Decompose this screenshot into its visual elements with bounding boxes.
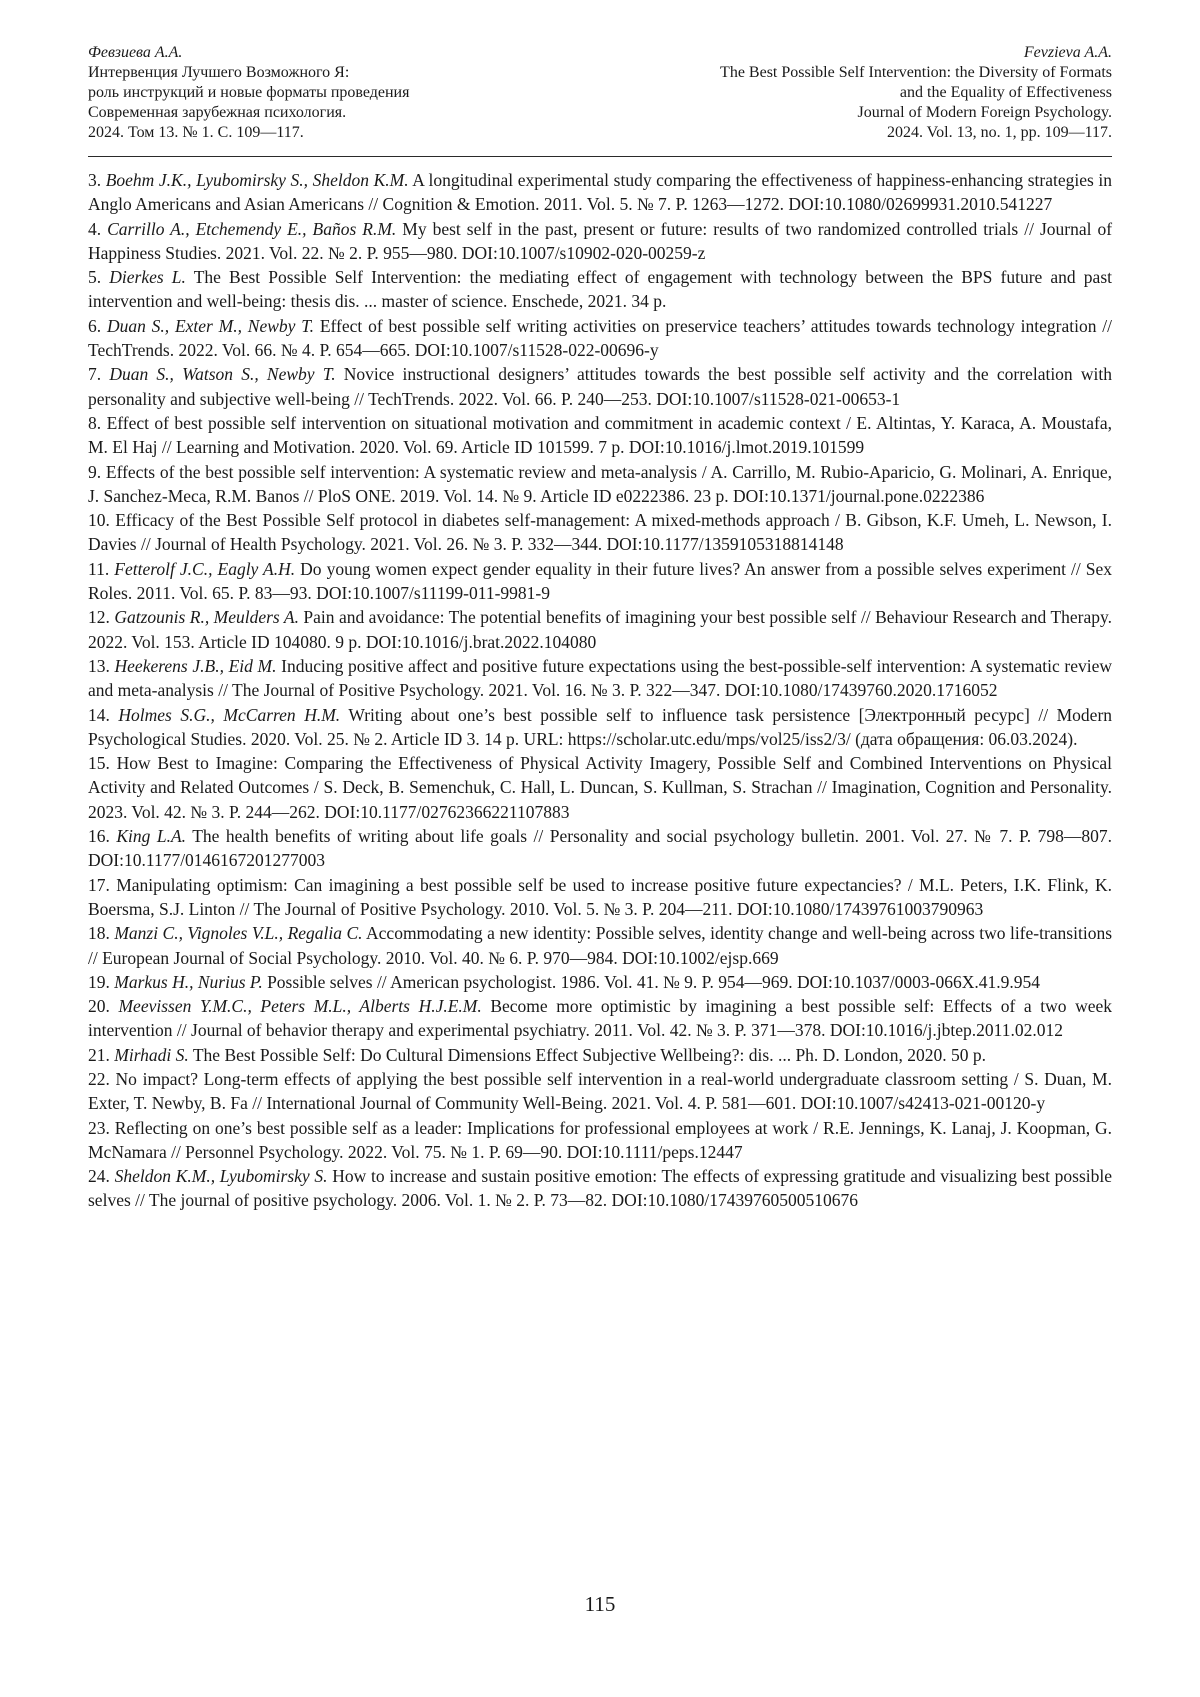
reference-entry — [88, 970, 1112, 994]
reference-authors: Meevissen Y.M.C., Peters M.L., Alberts H.J.E.M. — [118, 996, 481, 1016]
reference-text: Effect of best possible self writing activities on preservice teachers’ attitudes towards technology integration // TechTrends. 2022. Vol. 66. № 4. P. 654—665. DOI:10.1007/s11528-022-00696-y — [88, 316, 1112, 360]
header-journal-ru: Современная зарубежная психология. — [88, 103, 409, 123]
reference-text: Become more optimistic by imagining a best possible self: Effects of a two week intervention // Journal of behavior therapy and experimental psychiatry. 2011. Vol. 42. № 3. P. 371—378. DOI:10.1016/j.jbtep.2011.02.012 — [88, 996, 1112, 1040]
reference-text: Manipulating optimism: Can imagining a best possible self be used to increase positive future expectancies? / M.L. Peters, I.K. Flink, K. Boersma, S.J. Linton // The Journal of Positive Psychology. 2010. Vol. 5. № 3. P. 204—211. DOI:10.1080/17439761003790963 — [88, 875, 1112, 919]
reference-entry — [88, 605, 1112, 654]
reference-text: Writing about one’s best possible self to influence task persistence [Электронный ресурс] // Modern Psychological Studies. 2020. Vol. 25. № 2. Article ID 3. 14 p. URL: https://scholar.utc.edu/mps/vol25/iss2/3/ (дата обращения: 06.03.2024). — [88, 705, 1112, 749]
reference-number: 7. — [88, 364, 101, 384]
reference-entry — [88, 873, 1112, 922]
reference-number: 19. — [88, 972, 110, 992]
reference-text: Efficacy of the Best Possible Self protocol in diabetes self-management: A mixed-methods approach / B. Gibson, K.F. Umeh, L. Newson, I. Davies // Journal of Health Psychology. 2021. Vol. 26. № 3. P. 332—344. DOI:10.1177/1359105318814148 — [88, 510, 1112, 554]
reference-authors: Duan S., Exter M., Newby T. — [107, 316, 314, 336]
reference-entry — [88, 508, 1112, 557]
reference-text: Effects of the best possible self intervention: A systematic review and meta-analysis / A. Carrillo, M. Rubio-Aparicio, G. Molinari, A. Enrique, J. Sanchez-Meca, R.M. Banos // PloS ONE. 2019. Vol. 14. № 9. Article ID e0222386. 23 p. DOI:10.1371/journal.pone.0222386 — [88, 462, 1112, 506]
page-number: 115 — [0, 1592, 1200, 1617]
reference-entry — [88, 168, 1112, 217]
reference-number: 22. — [88, 1069, 110, 1089]
reference-entry — [88, 1164, 1112, 1213]
reference-number: 9. — [88, 462, 101, 482]
reference-text: How Best to Imagine: Comparing the Effectiveness of Physical Activity Imagery, Possible Self and Combined Interventions on Physical Activity and Related Outcomes / S. Deck, B. Semenchuk, C. Hall, L. Duncan, S. Kullman, S. Strachan // Imagination, Cognition and Personality. 2023. Vol. 42. № 3. P. 244—262. DOI:10.1177/02762366221107883 — [88, 753, 1112, 822]
header-journal-en: Journal of Modern Foreign Psychology. — [720, 103, 1112, 123]
reference-number: 14. — [88, 705, 110, 725]
header-author-en: Fevzieva A.A. — [720, 43, 1112, 63]
reference-text: Possible selves // American psychologist. 1986. Vol. 41. № 9. P. 954—969. DOI:10.1037/0003-066X.41.9.954 — [267, 972, 1040, 992]
reference-number: 23. — [88, 1118, 110, 1138]
reference-text: No impact? Long-term effects of applying the best possible self intervention in a real-world undergraduate classroom setting / S. Duan, M. Exter, T. Newby, B. Fa // International Journal of Community Well-Being. 2021. Vol. 4. P. 581—601. DOI:10.1007/s42413-021-00120-y — [88, 1069, 1112, 1113]
reference-entry — [88, 824, 1112, 873]
reference-number: 5. — [88, 267, 101, 287]
reference-number: 8. — [88, 413, 101, 433]
reference-number: 6. — [88, 316, 101, 336]
reference-number: 11. — [88, 559, 109, 579]
reference-number: 15. — [88, 753, 110, 773]
reference-authors: Markus H., Nurius P. — [114, 972, 262, 992]
reference-authors: Holmes S.G., McCarren H.M. — [118, 705, 340, 725]
reference-authors: Duan S., Watson S., Newby T. — [109, 364, 335, 384]
reference-number: 4. — [88, 219, 101, 239]
running-header — [88, 43, 1112, 143]
reference-entry — [88, 411, 1112, 460]
reference-entry — [88, 703, 1112, 752]
reference-text: Do young women expect gender equality in their future lives? An answer from a possible selves experiment // Sex Roles. 2011. Vol. 65. P. 83—93. DOI:10.1007/s11199-011-9981-9 — [88, 559, 1112, 603]
reference-authors: Boehm J.K., Lyubomirsky S., Sheldon K.M. — [106, 170, 409, 190]
reference-number: 24. — [88, 1166, 110, 1186]
reference-text: Effect of best possible self intervention on situational motivation and commitment in academic context / E. Altintas, Y. Karaca, A. Moustafa, M. El Haj // Learning and Motivation. 2020. Vol. 69. Article ID 101599. 7 p. DOI:10.1016/j.lmot.2019.101599 — [88, 413, 1112, 457]
reference-entry — [88, 1067, 1112, 1116]
header-left-russian — [88, 43, 409, 143]
reference-entry — [88, 265, 1112, 314]
reference-entry — [88, 751, 1112, 824]
reference-entry — [88, 460, 1112, 509]
reference-text: The health benefits of writing about life goals // Personality and social psychology bulletin. 2001. Vol. 27. № 7. P. 798—807. DOI:10.1177/0146167201277003 — [88, 826, 1112, 870]
reference-number: 18. — [88, 923, 110, 943]
header-title-en-line1: The Best Possible Self Intervention: the Diversity of Formats — [720, 63, 1112, 83]
reference-text: Novice instructional designers’ attitudes towards the best possible self activity and the correlation with personality and subjective well-being // TechTrends. 2022. Vol. 66. P. 240—253. DOI:10.1007/s11528-021-00653-1 — [88, 364, 1112, 408]
reference-text: Accommodating a new identity: Possible selves, identity change and well-being across two life-transitions // European Journal of Social Psychology. 2010. Vol. 40. № 6. P. 970—984. DOI:10.1002/ejsp.669 — [88, 923, 1112, 967]
reference-entry — [88, 217, 1112, 266]
reference-text: Inducing positive affect and positive future expectations using the best-possible-self intervention: A systematic review and meta-analysis // The Journal of Positive Psychology. 2021. Vol. 16. № 3. P. 322—347. DOI:10.1080/17439760.2020.1716052 — [88, 656, 1112, 700]
header-issue-ru: 2024. Том 13. № 1. С. 109—117. — [88, 123, 409, 143]
reference-entry — [88, 557, 1112, 606]
reference-entry — [88, 314, 1112, 363]
reference-number: 17. — [88, 875, 110, 895]
reference-authors: Dierkes L. — [109, 267, 186, 287]
reference-authors: King L.A. — [116, 826, 186, 846]
header-right-english — [720, 43, 1112, 143]
reference-text: A longitudinal experimental study comparing the effectiveness of happiness-enhancing strategies in Anglo Americans and Asian Americans // Cognition & Emotion. 2011. Vol. 5. № 7. P. 1263—1272. DOI:10.1080/02699931.2010.541227 — [88, 170, 1112, 214]
reference-authors: Mirhadi S. — [114, 1045, 189, 1065]
reference-entry — [88, 994, 1112, 1043]
reference-text: My best self in the past, present or future: results of two randomized controlled trials // Journal of Happiness Studies. 2021. Vol. 22. № 2. P. 955—980. DOI:10.1007/s10902-020-00259-z — [88, 219, 1112, 263]
header-divider — [88, 156, 1112, 157]
reference-number: 13. — [88, 656, 110, 676]
reference-entry — [88, 921, 1112, 970]
reference-number: 12. — [88, 607, 110, 627]
reference-text: Pain and avoidance: The potential benefits of imagining your best possible self // Behaviour Research and Therapy. 2022. Vol. 153. Article ID 104080. 9 p. DOI:10.1016/j.brat.2022.104080 — [88, 607, 1112, 651]
reference-authors: Gatzounis R., Meulders A. — [114, 607, 299, 627]
reference-number: 21. — [88, 1045, 110, 1065]
reference-text: The Best Possible Self: Do Cultural Dimensions Effect Subjective Wellbeing?: dis. ... Ph. D. London, 2020. 50 p. — [193, 1045, 986, 1065]
reference-text: Reflecting on one’s best possible self as a leader: Implications for professional employees at work / R.E. Jennings, K. Lanaj, J. Koopman, G. McNamara // Personnel Psychology. 2022. Vol. 75. № 1. P. 69—90. DOI:10.1111/peps.12447 — [88, 1118, 1112, 1162]
reference-list — [88, 168, 1112, 1213]
reference-entry — [88, 1043, 1112, 1067]
reference-authors: Sheldon K.M., Lyubomirsky S. — [115, 1166, 328, 1186]
header-issue-en: 2024. Vol. 13, no. 1, pp. 109—117. — [720, 123, 1112, 143]
reference-authors: Manzi C., Vignoles V.L., Regalia C. — [114, 923, 362, 943]
header-author-ru: Февзиева А.А. — [88, 43, 409, 63]
reference-authors: Fetterolf J.C., Eagly A.H. — [114, 559, 295, 579]
reference-text: The Best Possible Self Intervention: the mediating effect of engagement with technology between the BPS future and past intervention and well-being: thesis dis. ... master of science. Enschede, 2021. 34 p. — [88, 267, 1112, 311]
reference-number: 3. — [88, 170, 101, 190]
reference-entry — [88, 1116, 1112, 1165]
reference-entry — [88, 654, 1112, 703]
reference-text: How to increase and sustain positive emotion: The effects of expressing gratitude and visualizing best possible selves // The journal of positive psychology. 2006. Vol. 1. № 2. P. 73—82. DOI:10.1080/17439760500510676 — [88, 1166, 1112, 1210]
reference-authors: Carrillo A., Etchemendy E., Baños R.M. — [107, 219, 396, 239]
reference-number: 16. — [88, 826, 110, 846]
reference-number: 20. — [88, 996, 110, 1016]
header-title-ru-line1: Интервенция Лучшего Возможного Я: — [88, 63, 409, 83]
reference-entry — [88, 362, 1112, 411]
header-title-en-line2: and the Equality of Effectiveness — [720, 83, 1112, 103]
header-title-ru-line2: роль инструкций и новые форматы проведения — [88, 83, 409, 103]
reference-authors: Heekerens J.B., Eid M. — [115, 656, 277, 676]
reference-number: 10. — [88, 510, 110, 530]
